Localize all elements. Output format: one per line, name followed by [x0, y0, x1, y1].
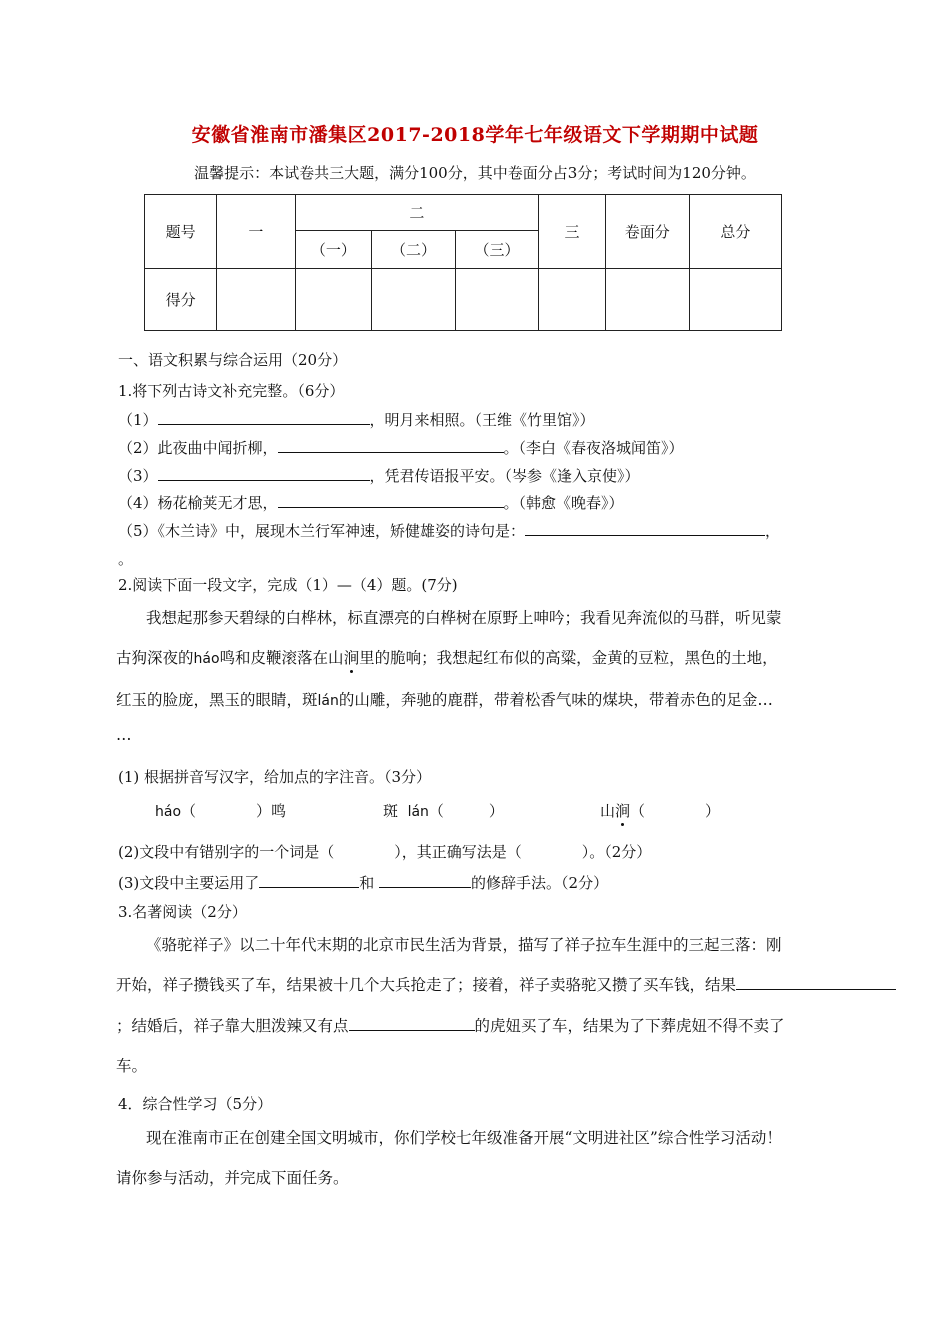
score-header-tihao: 题号: [145, 195, 217, 269]
answer-blank[interactable]: [278, 492, 504, 508]
section-heading: 一、语文积累与综合运用（20分）: [118, 351, 348, 369]
q1-line-5: （5）《木兰诗》中，展现木兰行军神速，矫健雄姿的诗句是： ，: [118, 522, 781, 540]
score-cell: [455, 268, 539, 330]
page-title: 安徽省淮南市潘集区2017-2018学年七年级语文下学期期中试题: [191, 124, 759, 146]
q3-line-4: 车。: [116, 1057, 148, 1075]
q3-line-2: 开始，祥子攒钱买了车，结果被十几个大兵抢走了；接着，祥子卖骆驼又攒了买车钱，结果: [116, 973, 896, 995]
q1-line-1: （1） ，明月来相照。（王维《竹里馆》）: [118, 411, 595, 429]
q2-passage-line-2: 古狗深夜的háo鸣和皮鞭滚落在山涧里的脆响；我想起红布似的高粱，金黄的豆粒，黑色的土地，: [116, 649, 778, 667]
answer-blank[interactable]: [158, 409, 370, 425]
score-row-label: 得分: [145, 268, 217, 330]
q4-stem: 4．综合性学习（5分）: [118, 1095, 273, 1113]
answer-blank[interactable]: [259, 872, 359, 888]
score-header-yi: 一: [217, 195, 295, 269]
pinyin: lán: [317, 693, 339, 709]
exam-tip: 温馨提示：本试卷共三大题，满分100分，其中卷面分占3分；考试时间为120分钟。: [194, 164, 756, 182]
answer-blank[interactable]: [158, 465, 370, 481]
score-cell: [372, 268, 456, 330]
dotted-char: 涧: [615, 802, 631, 820]
pinyin: háo: [193, 651, 220, 667]
q2-passage-line-1: 我想起那参天碧绿的白桦林，标直漂亮的白桦树在原野上呻吟；我看见奔流似的马群，听见蒙: [146, 609, 782, 627]
q2-sub-3: (3)文段中主要运用了 和 的修辞手法。（2分）: [118, 874, 609, 892]
score-cell: [539, 268, 605, 330]
score-header-er-1: （一）: [295, 231, 372, 268]
q2-sub-2: (2)文段中有错别字的一个词是（ ），其正确写法是（ ）。（2分）: [118, 843, 652, 861]
q2-passage-line-4: …: [116, 726, 132, 744]
score-header-er-3: （三）: [455, 231, 539, 268]
q1-line-2: （2）此夜曲中闻折柳， 。（李白《春夜洛城闻笛》）: [118, 439, 684, 457]
score-header-er: 二: [295, 195, 539, 231]
score-cell: [295, 268, 372, 330]
answer-blank[interactable]: [349, 1015, 475, 1031]
dotted-char: 涧: [343, 649, 360, 667]
q2-stem: 2.阅读下面一段文字，完成（1）—（4）题。(7分): [118, 576, 458, 594]
q3-line-3: ；结婚后，祥子靠大胆泼辣又有点 的虎妞买了车，结果为了下葬虎妞不得不卖了: [116, 1017, 785, 1035]
answer-blank[interactable]: [379, 872, 471, 888]
q2-sub-1-item-c: 山涧（ ）: [600, 802, 721, 820]
answer-blank[interactable]: [278, 437, 504, 453]
q2-sub-1-item-a: háo（ ）鸣: [155, 802, 287, 820]
q1-line-3: （3） ，凭君传语报平安。（岑参《逢入京使》）: [118, 467, 640, 485]
score-table: [144, 194, 782, 331]
answer-blank[interactable]: [525, 520, 765, 536]
score-cell: [605, 268, 689, 330]
score-cell: [217, 268, 295, 330]
q2-passage-line-3: 红玉的脸庞，黑玉的眼睛，斑lán的山雕，奔驰的鹿群，带着松香气味的煤块，带着赤色的足金…: [116, 691, 773, 709]
q4-line-2: 请你参与活动，并完成下面任务。: [116, 1169, 349, 1187]
q4-line-1: 现在淮南市正在创建全国文明城市，你们学校七年级准备开展“文明进社区”综合性学习活动！: [146, 1129, 782, 1147]
score-header-juanmian: 卷面分: [605, 195, 689, 269]
q3-stem: 3.名著阅读（2分）: [118, 903, 247, 921]
q1-line-5-end: 。: [118, 550, 134, 568]
score-header-san: 三: [539, 195, 605, 269]
score-cell: [689, 268, 781, 330]
q1-stem: 1.将下列古诗文补充完整。（6分）: [118, 382, 345, 400]
q2-sub-1-item-b: 斑 lán（ ）: [383, 802, 504, 820]
score-header-zongfen: 总分: [689, 195, 781, 269]
pinyin: háo: [155, 804, 182, 820]
q1-line-4: （4）杨花榆荚无才思， 。（韩愈《晚春》）: [118, 494, 624, 512]
q2-sub-1: (1) 根据拼音写汉字，给加点的字注音。（3分）: [118, 768, 432, 786]
score-header-er-2: （二）: [372, 231, 456, 268]
answer-blank[interactable]: [736, 974, 896, 990]
q3-line-1: 《骆驼祥子》以二十年代末期的北京市民生活为背景，描写了祥子拉车生涯中的三起三落：刚: [146, 936, 782, 954]
pinyin: lán: [407, 804, 429, 820]
